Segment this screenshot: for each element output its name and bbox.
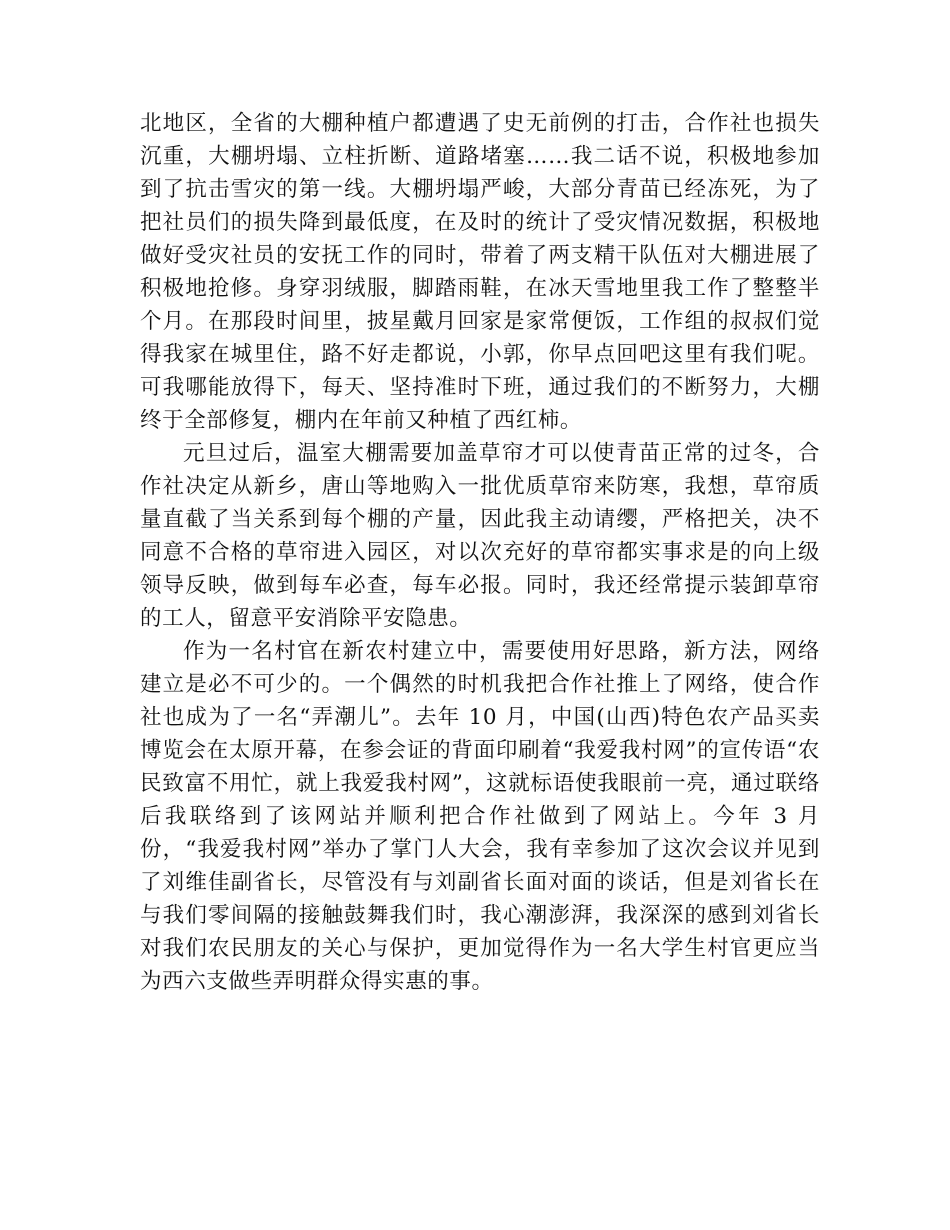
body-text — [140, 107, 820, 998]
paragraph-continued: 北地区，全省的大棚种植户都遭遇了史无前例的打击，合作社也损失沉重，大棚坍塌、立柱折断、道路堵塞……我二话不说，积极地参加到了抗击雪灾的第一线。大棚坍塌严峻，大部分青苗已经冻死，为了把社员们的损失降到最低度，在及时的统计了受灾情况数据，积极地做好受灾社员的安抚工作的同时，带着了两支精干队伍对大棚进展了积极地抢修。身穿羽绒服，脚踏雨鞋，在冰天雪地里我工作了整整半个月。在那段时间里，披星戴月回家是家常便饭，工作组的叔叔们觉得我家在城里住，路不好走都说，小郭，你早点回吧这里有我们呢。可我哪能放得下，每天、坚持准时下班，通过我们的不断努力，大棚终于全部修复，棚内在年前又种植了西红柿。 — [140, 111, 820, 433]
paragraph-network: 作为一名村官在新农村建立中，需要使用好思路，新方法，网络建立是必不可少的。一个偶然的时机我把合作社推上了网络，使合作社也成为了一名“弄潮儿”。去年 10 月，中国(山西)特色农产品买卖博览会在太原开幕，在参会证的背面印刷着“我爱我村网”的宣传语“农民致富不用忙，就上我爱我村网”，这就标语使我眼前一亮，通过联络后我联络到了该网站并顺利把合作社做到了网站上。今年 3 月份，“我爱我村网”举办了掌门人大会，我有幸参加了这次会议并见到了刘维佳副省长，尽管没有与刘副省长面对面的谈话，但是刘省长在与我们零间隔的接触鼓舞我们时，我心潮澎湃，我深深的感到刘省长对我们农民朋友的关心与保护，更加觉得作为一名大学生村官更应当为西六支做些弄明群众得实惠的事。 — [140, 639, 820, 994]
paragraph-new-year: 元旦过后，温室大棚需要加盖草帘才可以使青苗正常的过冬，合作社决定从新乡，唐山等地购入一批优质草帘来防寒，我想，草帘质量直截了当关系到每个棚的产量，因此我主动请缨，严格把关，决不同意不合格的草帘进入园区，对以次充好的草帘都实事求是的向上级领导反映，做到每车必查，每车必报。同时，我还经常提示装卸草帘的工人，留意平安消除平安隐患。 — [140, 441, 820, 631]
